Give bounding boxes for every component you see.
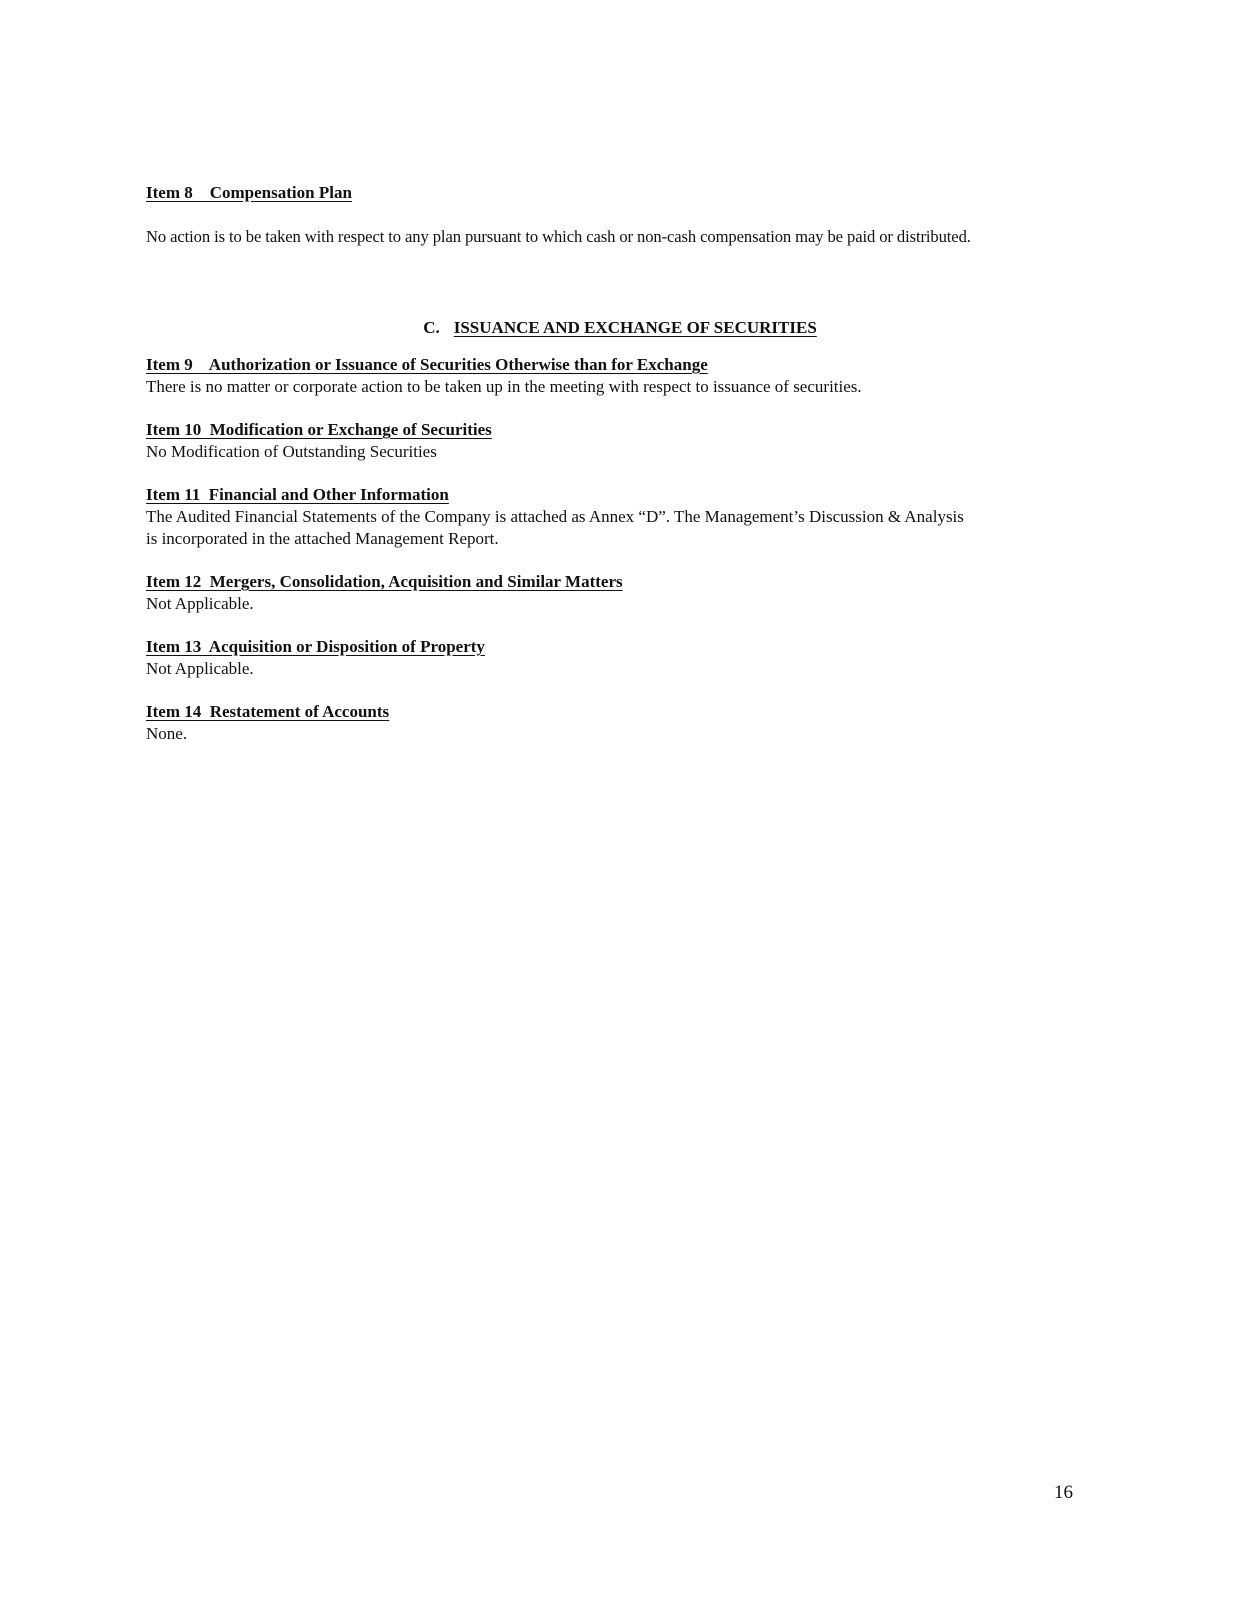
item-10-heading: Item 10 Modification or Exchange of Securities [146,420,492,439]
section-c-title [0,318,1240,338]
item-14-text: None. [146,724,188,743]
item-11-text-line-1: The Audited Financial Statements of the Company is attached as Annex “D”. The Management’s Discussion & Analysis [146,507,964,526]
page-number: 16 [1054,1482,1073,1503]
section-c-title-text: ISSUANCE AND EXCHANGE OF SECURITIES [453,318,817,337]
item-12-heading: Item 12 Mergers, Consolidation, Acquisition and Similar Matters [146,572,623,591]
item-8-heading: Item 8 Compensation Plan [146,183,352,202]
item-10-text: No Modification of Outstanding Securities [146,442,437,461]
section-c-letter: C. [423,318,440,337]
item-12-text: Not Applicable. [146,594,254,613]
item-13-heading: Item 13 Acquisition or Disposition of Property [146,637,485,656]
item-11-heading: Item 11 Financial and Other Information [146,485,449,504]
item-14-heading: Item 14 Restatement of Accounts [146,702,390,721]
item-9-heading: Item 9 Authorization or Issuance of Securities Otherwise than for Exchange [146,355,708,374]
item-9-text: There is no matter or corporate action to be taken up in the meeting with respect to issuance of securities. [146,377,862,396]
item-13-text: Not Applicable. [146,659,254,678]
item-8-text: No action is to be taken with respect to any plan pursuant to which cash or non-cash compensation may be paid or distributed. [146,227,971,246]
item-11-text-line-2: is incorporated in the attached Management Report. [146,529,499,548]
